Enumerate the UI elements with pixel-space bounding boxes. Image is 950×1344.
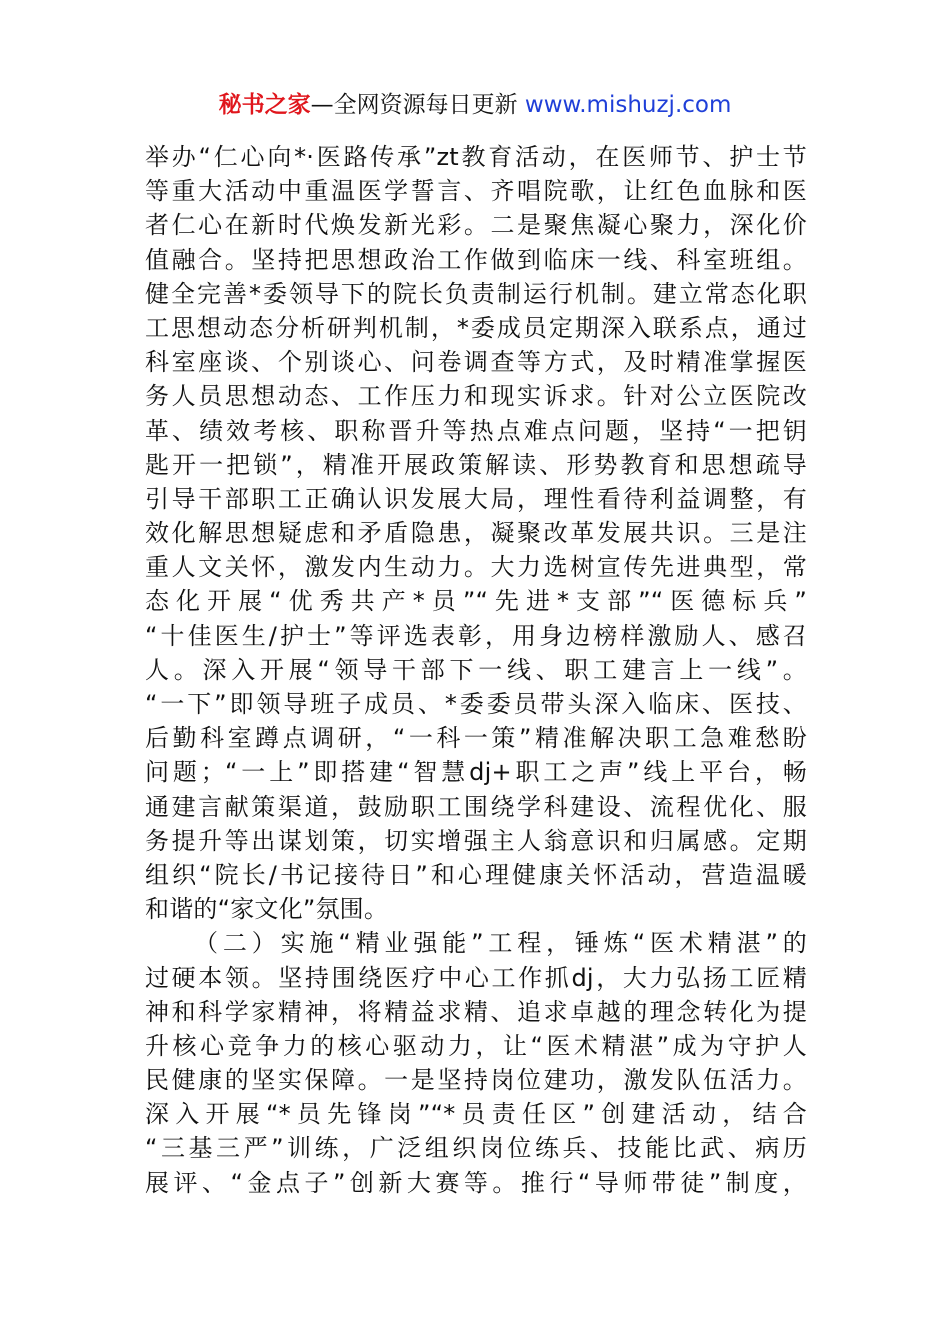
text-line: 科室座谈、个别谈心、问卷调查等方式，及时精准掌握医 bbox=[145, 348, 807, 377]
text-line: 组织“院长/书记接待日”和心理健康关怀活动，营造温暖 bbox=[145, 860, 807, 889]
text-line: 升核心竞争力的核心驱动力，让“医术精湛”成为守护人 bbox=[145, 1031, 807, 1060]
text-line: 问题；“一上”即搭建“智慧dj+职工之声”线上平台，畅 bbox=[145, 758, 807, 787]
text-line: 人。深入开展“领导干部下一线、职工建言上一线”。 bbox=[145, 655, 807, 684]
text-line: 和谐的“家文化”氛围。 bbox=[145, 895, 389, 924]
text-line: 展评、“金点子”创新大赛等。推行“导师带徒”制度， bbox=[145, 1168, 807, 1197]
text-line: 务提升等出谋划策，切实增强主人翁意识和归属感。定期 bbox=[145, 826, 807, 855]
text-line: 工思想动态分析研判机制，*委成员定期深入联系点，通过 bbox=[145, 313, 807, 342]
site-brand: 秘书之家 bbox=[218, 92, 311, 118]
site-header bbox=[0, 88, 950, 122]
document-body bbox=[145, 140, 807, 1200]
text-line: 通建言献策渠道，鼓励职工围绕学科建设、流程优化、服 bbox=[145, 792, 807, 821]
text-line: 务人员思想动态、工作压力和现实诉求。针对公立医院改 bbox=[145, 382, 807, 411]
text-line: 革、绩效考核、职称晋升等热点难点问题，坚持“一把钥 bbox=[145, 416, 807, 445]
text-line: 值融合。坚持把思想政治工作做到临床一线、科室班组。 bbox=[145, 245, 807, 274]
text-line: 过硬本领。坚持围绕医疗中心工作抓dj，大力弘扬工匠精 bbox=[145, 963, 807, 992]
text-line: 举办“仁心向*·医路传承”zt教育活动，在医师节、护士节 bbox=[145, 143, 807, 171]
text-line: 态化开展“优秀共产*员”“先进*支部”“医德标兵” bbox=[145, 587, 807, 616]
text-line: 健全完善*委领导下的院长负责制运行机制。建立常态化职 bbox=[145, 279, 807, 308]
text-line: 效化解思想疑虑和矛盾隐患，凝聚改革发展共识。三是注 bbox=[145, 519, 807, 548]
site-tagline: —全网资源每日更新 bbox=[310, 92, 525, 118]
text-line: 引导干部职工正确认识发展大局，理性看待利益调整，有 bbox=[145, 484, 807, 513]
text-line: “三基三严”训练，广泛组织岗位练兵、技能比武、病历 bbox=[145, 1134, 807, 1163]
text-line: “十佳医生/护士”等评选表彰，用身边榜样激励人、感召 bbox=[145, 621, 807, 650]
text-line: 等重大活动中重温医学誓言、齐唱院歌，让红色血脉和医 bbox=[145, 177, 807, 206]
site-url-link[interactable]: www.mishuzj.com bbox=[524, 92, 732, 118]
text-line: 后勤科室蹲点调研，“一科一策”精准解决职工急难愁盼 bbox=[145, 724, 807, 753]
text-line: 匙开一把锁”，精准开展政策解读、形势教育和思想疏导 bbox=[145, 450, 807, 479]
text-line: 神和科学家精神，将精益求精、追求卓越的理念转化为提 bbox=[145, 997, 807, 1026]
text-line: 深入开展“*员先锋岗”“*员责任区”创建活动，结合 bbox=[145, 1100, 807, 1129]
text-line: “一下”即领导班子成员、*委委员带头深入临床、医技、 bbox=[145, 690, 807, 718]
text-line: 重人文关怀，激发内生动力。大力选树宣传先进典型，常 bbox=[145, 553, 807, 582]
section-heading-line: （二）实施“精业强能”工程，锤炼“医术精湛”的 bbox=[194, 929, 807, 958]
text-line: 者仁心在新时代焕发新光彩。二是聚焦凝心聚力，深化价 bbox=[145, 211, 807, 240]
text-line: 民健康的坚实保障。一是坚持岗位建功，激发队伍活力。 bbox=[145, 1066, 807, 1095]
